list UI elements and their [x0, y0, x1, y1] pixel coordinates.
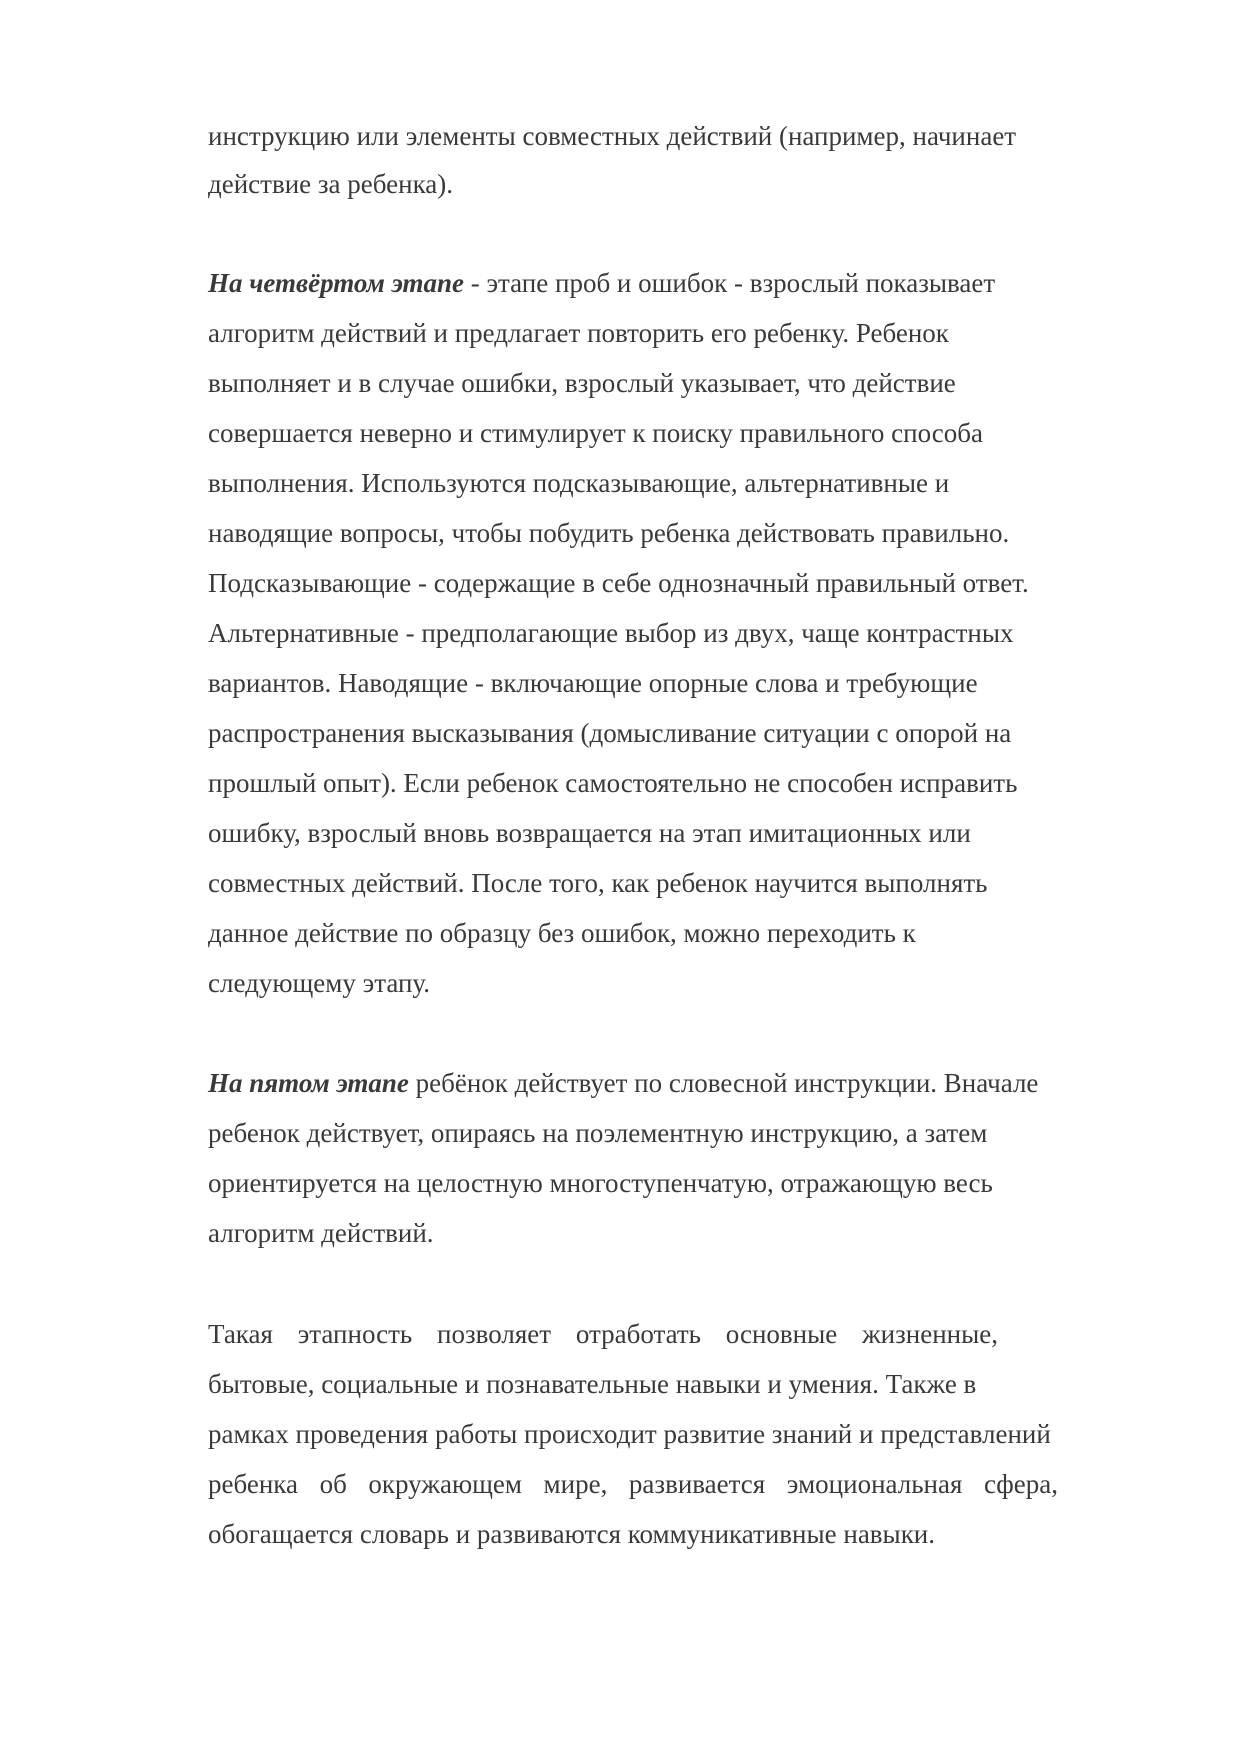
- paragraph-4-line-3: рамках проведения работы происходит развитие знаний и представлений: [208, 1419, 1051, 1449]
- paragraph-2-line-13: совместных действий. После того, как ребенок научится выполнять: [208, 868, 988, 898]
- stage-five-heading: На пятом этапе: [208, 1068, 409, 1098]
- paragraph-2-line-15: следующему этапу.: [208, 968, 430, 998]
- paragraph-2-line-5: выполнения. Используются подсказывающие, альтернативные и: [208, 468, 950, 498]
- paragraph-2-line-10: распространения высказывания (домысливание ситуации с опорой на: [208, 718, 1012, 748]
- paragraph-3-line-2: ребенок действует, опираясь на поэлементную инструкцию, а затем: [208, 1118, 988, 1148]
- paragraph-3-line-4: алгоритм действий.: [208, 1218, 434, 1248]
- paragraph-4-line-2: бытовые, социальные и познавательные навыки и умения. Также в: [208, 1369, 977, 1399]
- paragraph-2-line-6: наводящие вопросы, чтобы побудить ребенка действовать правильно.: [208, 518, 1010, 548]
- stage-four-heading: На четвёртом этапе: [208, 268, 464, 298]
- paragraph-2-line-7: Подсказывающие - содержащие в себе однозначный правильный ответ.: [208, 568, 1029, 598]
- paragraph-4-line-4: ребенка об окружающем мире, развивается эмоциональная сфера,: [208, 1469, 1058, 1499]
- paragraph-2-line-12: ошибку, взрослый вновь возвращается на этап имитационных или: [208, 818, 971, 848]
- paragraph-2-line-9: вариантов. Наводящие - включающие опорные слова и требующие: [208, 668, 978, 698]
- paragraph-2-line-1: [208, 265, 995, 301]
- paragraph-3-line-1: [208, 1065, 1038, 1101]
- paragraph-2-line-11: прошлый опыт). Если ребенок самостоятельно не способен исправить: [208, 768, 1018, 798]
- paragraph-2-line-3: выполняет и в случае ошибки, взрослый указывает, что действие: [208, 368, 956, 398]
- paragraph-2-line-4: совершается неверно и стимулирует к поиску правильного способа: [208, 418, 983, 448]
- paragraph-3-line-1-text: ребёнок действует по словесной инструкции. Вначале: [408, 1068, 1039, 1098]
- paragraph-4-line-1: Такая этапность позволяет отработать основные жизненные,: [208, 1319, 998, 1349]
- paragraph-2-line-1-text: - этапе проб и ошибок - взрослый показывает: [463, 268, 996, 298]
- paragraph-2-line-2: алгоритм действий и предлагает повторить его ребенку. Ребенок: [208, 318, 949, 348]
- paragraph-2-line-8: Альтернативные - предполагающие выбор из двух, чаще контрастных: [208, 618, 1014, 648]
- paragraph-2-line-14: данное действие по образцу без ошибок, можно переходить к: [208, 918, 916, 948]
- paragraph-4-line-5: обогащается словарь и развиваются коммуникативные навыки.: [208, 1519, 936, 1549]
- paragraph-1-line-1: инструкцию или элементы совместных действий (например, начинает: [208, 121, 1017, 151]
- paragraph-1-line-2: действие за ребенка).: [208, 169, 454, 199]
- paragraph-3-line-3: ориентируется на целостную многоступенчатую, отражающую весь: [208, 1168, 993, 1198]
